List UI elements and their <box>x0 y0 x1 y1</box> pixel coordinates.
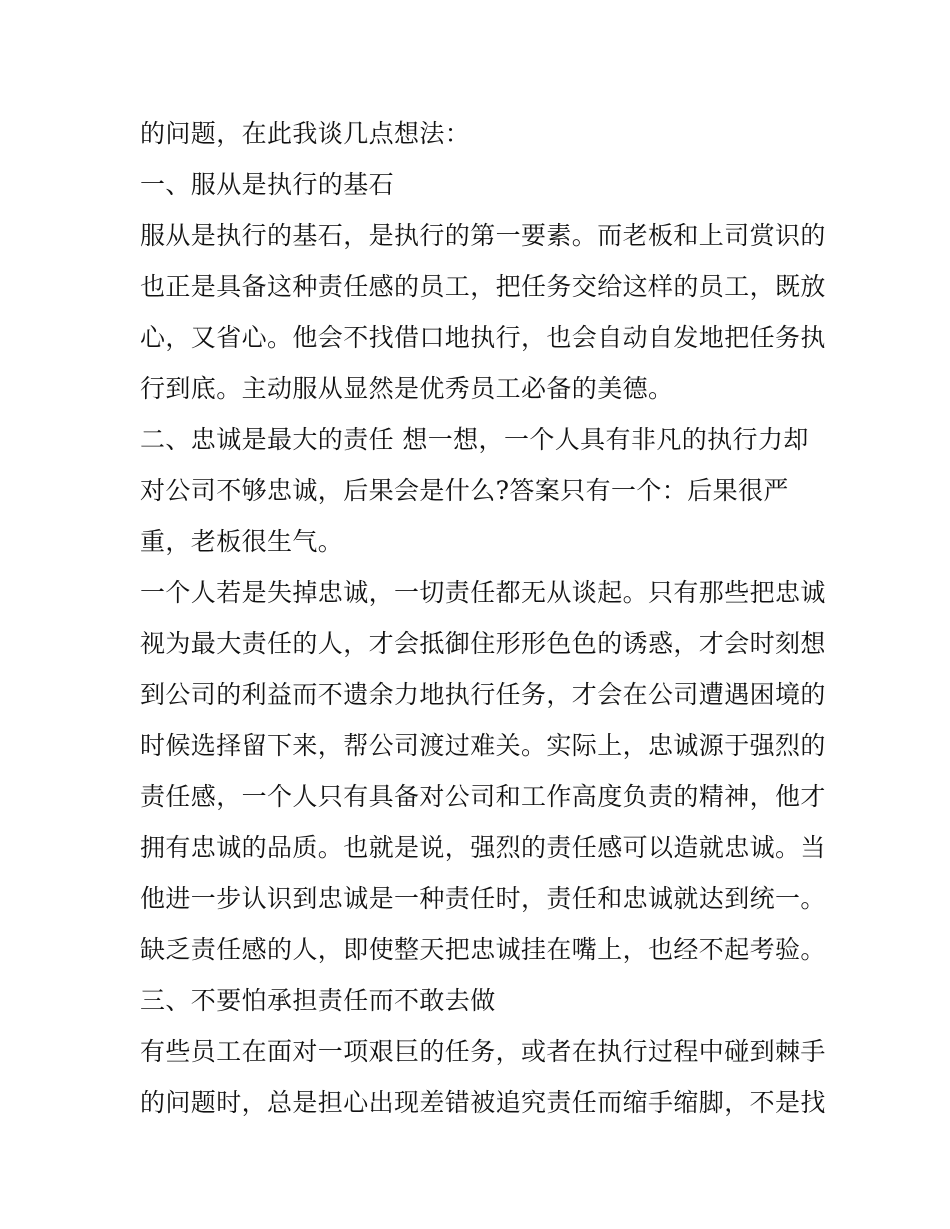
text-line: 也正是具备这种责任感的员工，把任务交给这样的员工，既放 <box>140 272 826 301</box>
text-line: 的问题，在此我谈几点想法： <box>140 119 471 148</box>
text-line: 的问题时，总是担心出现差错被追究责任而缩手缩脚，不是找 <box>140 1088 826 1117</box>
text-line: 对公司不够忠诚，后果会是什么?答案只有一个：后果很严 <box>140 476 789 505</box>
text-line: 缺乏责任感的人，即使整天把忠诚挂在嘴上，也经不起考验。 <box>140 935 826 964</box>
text-line: 到公司的利益而不遗余力地执行任务，才会在公司遭遇困境的 <box>140 680 826 709</box>
section-heading-1: 一、服从是执行的基石 <box>140 170 395 199</box>
text-line: 有些员工在面对一项艰巨的任务，或者在执行过程中碰到棘手 <box>140 1037 826 1066</box>
text-line: 拥有忠诚的品质。也就是说，强烈的责任感可以造就忠诚。当 <box>140 833 826 862</box>
text-line: 责任感，一个人只有具备对公司和工作高度负责的精神，他才 <box>140 782 826 811</box>
text-line: 行到底。主动服从显然是优秀员工必备的美德。 <box>140 374 674 403</box>
text-line: 重，老板很生气。 <box>140 527 344 556</box>
text-line: 他进一步认识到忠诚是一种责任时，责任和忠诚就达到统一。 <box>140 884 826 913</box>
text-line: 时候选择留下来，帮公司渡过难关。实际上，忠诚源于强烈的 <box>140 731 826 760</box>
text-line: 服从是执行的基石，是执行的第一要素。而老板和上司赏识的 <box>140 221 826 250</box>
text-line: 视为最大责任的人，才会抵御住形形色色的诱惑，才会时刻想 <box>140 629 826 658</box>
body-text <box>140 108 826 1128</box>
section-heading-3: 三、不要怕承担责任而不敢去做 <box>140 986 496 1015</box>
text-line: 心，又省心。他会不找借口地执行，也会自动自发地把任务执 <box>140 323 826 352</box>
text-line: 一个人若是失掉忠诚，一切责任都无从谈起。只有那些把忠诚 <box>140 578 826 607</box>
section-heading-2: 二、忠诚是最大的责任 想一想，一个人具有非凡的执行力却 <box>140 425 809 454</box>
